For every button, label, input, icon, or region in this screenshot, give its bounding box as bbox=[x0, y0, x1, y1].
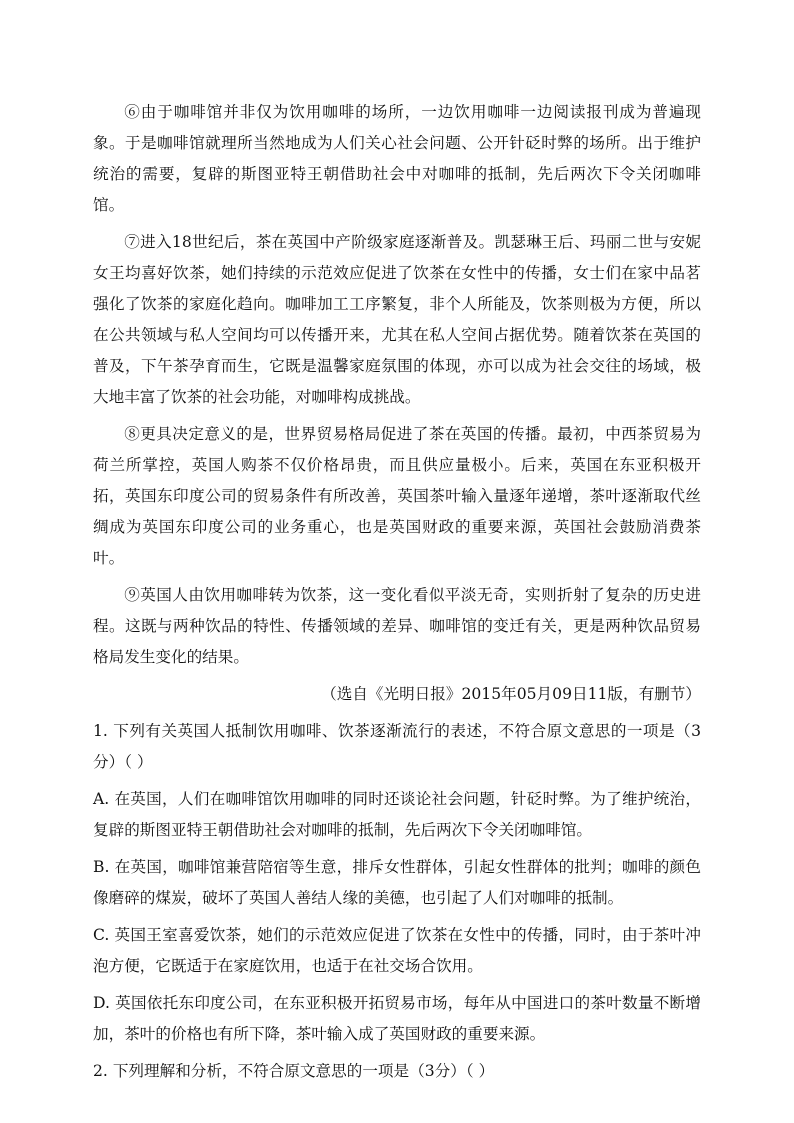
paragraph-8: ⑧更具决定意义的是，世界贸易格局促进了茶在英国的传播。最初，中西茶贸易为荷兰所掌控，英国人购茶不仅价格昂贵，而且供应量极小。后来，英国在东亚积极开拓，英国东印度公司的贸易条件有所改善，英国茶叶输入量逐年递增，茶叶逐渐取代丝绸成为英国东印度公司的业务重心，也是英国财政的重要来源，英国社会鼓励消费茶叶。 bbox=[93, 425, 701, 567]
paragraph-9: ⑨英国人由饮用咖啡转为饮茶，这一变化看似平淡无奇，实则折射了复杂的历史进程。这既与两种饮品的特性、传播领域的差异、咖啡馆的变迁有关，更是两种饮品贸易格局发生变化的结果。 bbox=[93, 586, 701, 666]
question-2-stem: 2. 下列理解和分析，不符合原文意思的一项是（3分）（ ） bbox=[93, 1062, 495, 1080]
question-1-option-a: A. 在英国，人们在咖啡馆饮用咖啡的同时还谈论社会问题，针砭时弊。为了维护统治，复辟的斯图亚特王朝借助社会对咖啡的抵制，先后两次下令关闭咖啡馆。 bbox=[93, 790, 701, 839]
question-1-option-d: D. 英国依托东印度公司，在东亚积极开拓贸易市场，每年从中国进口的茶叶数量不断增加，茶叶的价格也有所下降，茶叶输入成了英国财政的重要来源。 bbox=[93, 994, 701, 1043]
question-1-option-c: C. 英国王室喜爱饮茶，她们的示范效应促进了饮茶在女性中的传播，同时，由于茶叶冲泡方便，它既适于在家庭饮用，也适于在社交场合饮用。 bbox=[93, 926, 701, 975]
paragraph-7: ⑦进入18世纪后，茶在英国中产阶级家庭逐渐普及。凯瑟琳王后、玛丽二世与安妮女王均喜好饮茶，她们持续的示范效应促进了饮茶在女性中的传播，女士们在家中品茗强化了饮茶的家庭化趋向。咖啡加工工序繁复，非个人所能及，饮茶则极为方便，所以在公共领域与私人空间均可以传播开来，尤其在私人空间占据优势。随着饮茶在英国的普及，下午茶孕育而生，它既是温馨家庭氛围的体现，亦可以成为社会交往的场域，极大地丰富了饮茶的社会功能，对咖啡构成挑战。 bbox=[93, 233, 701, 406]
source-citation: （选自《光明日报》2015年05月09日11版，有删节） bbox=[321, 685, 701, 703]
document-page bbox=[93, 97, 701, 1093]
paragraph-6: ⑥由于咖啡馆并非仅为饮用咖啡的场所，一边饮用咖啡一边阅读报刊成为普遍现象。于是咖啡馆就理所当然地成为人们关心社会问题、公开针砭时弊的场所。出于维护统治的需要，复辟的斯图亚特王朝借助社会中对咖啡的抵制，先后两次下令关闭咖啡馆。 bbox=[93, 103, 701, 214]
question-1-stem: 1. 下列有关英国人抵制饮用咖啡、饮茶逐渐流行的表述，不符合原文意思的一项是（3分）（ ） bbox=[93, 722, 701, 771]
question-1-option-b: B. 在英国，咖啡馆兼营陪宿等生意，排斥女性群体，引起女性群体的批判；咖啡的颜色像磨碎的煤炭，破坏了英国人善结人缘的美德，也引起了人们对咖啡的抵制。 bbox=[93, 858, 701, 907]
